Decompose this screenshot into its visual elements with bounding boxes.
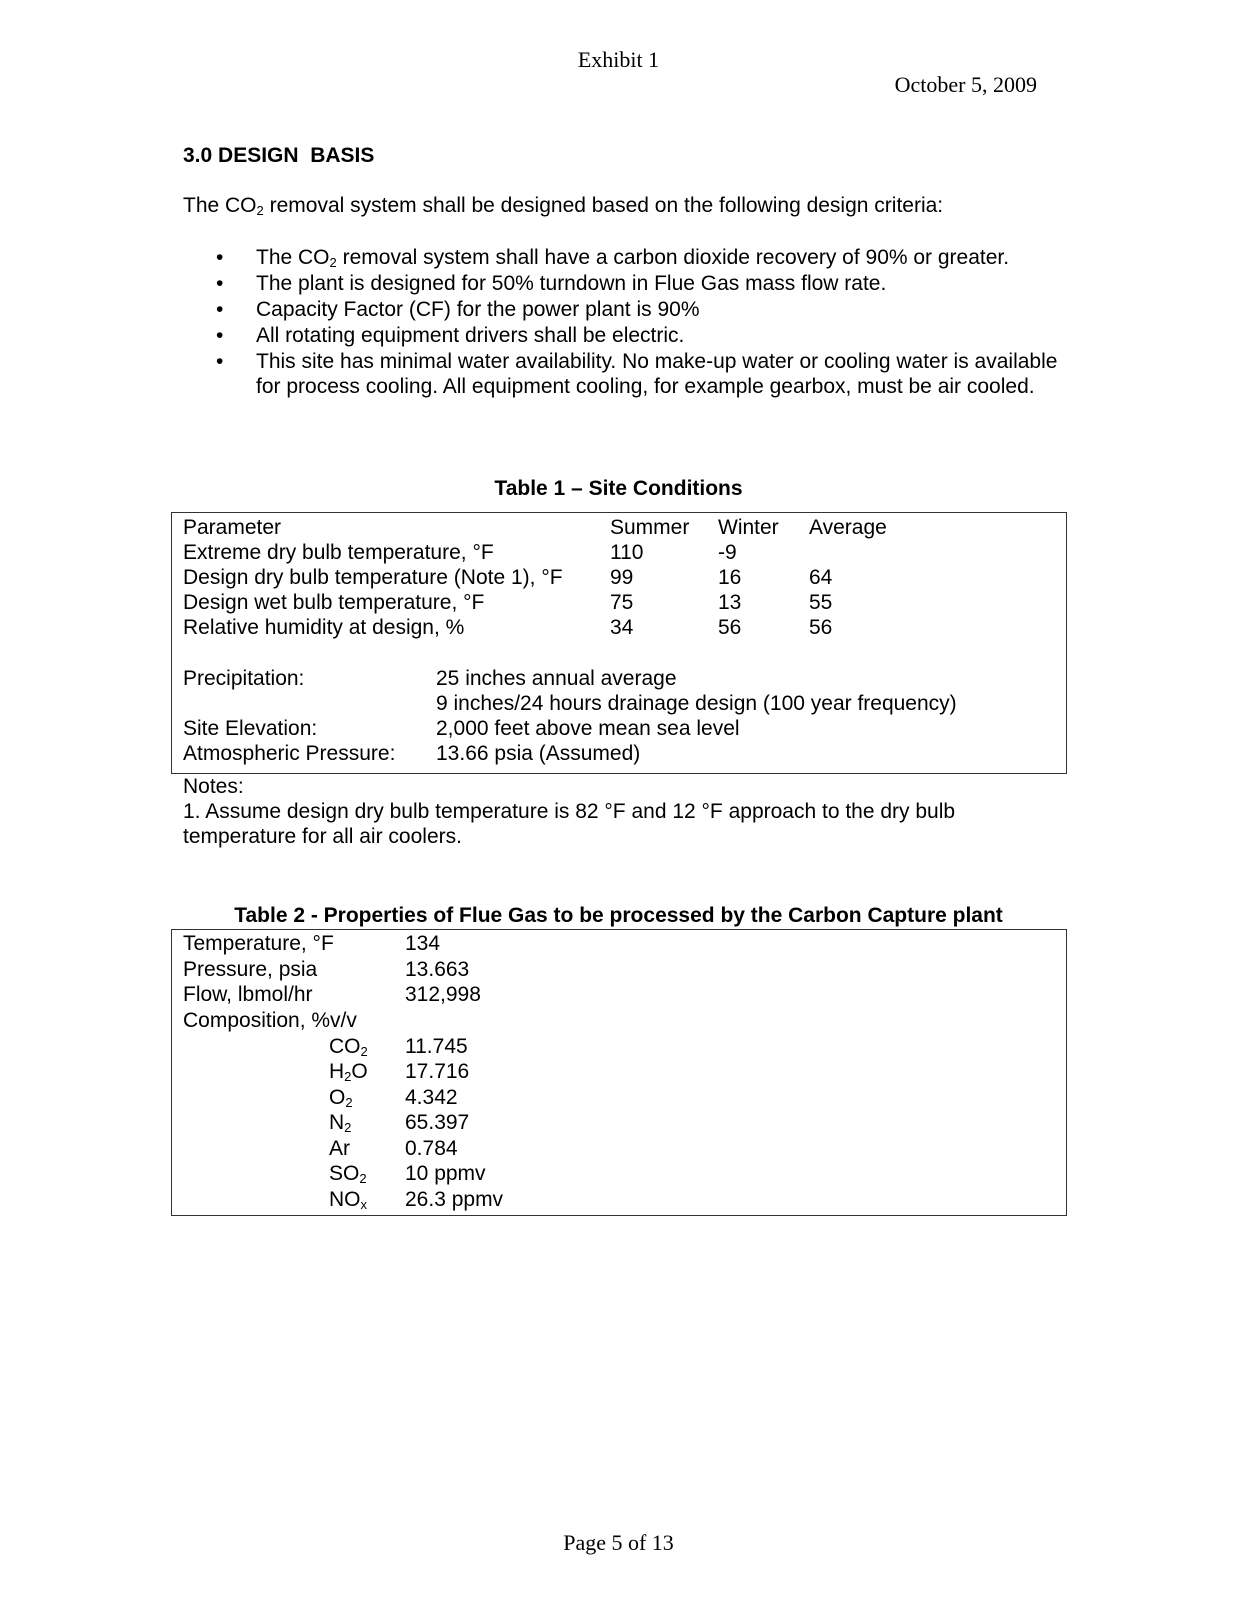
list-item	[183, 271, 1063, 296]
table-cell: 34	[610, 616, 634, 639]
table-cell: 64	[809, 566, 833, 589]
component-name: $NO_x$	[329, 1188, 367, 1212]
exhibit-label: Exhibit 1	[577, 47, 660, 72]
table-cell: Extreme dry bulb temperature, °F	[183, 541, 494, 564]
intro-text-before: The CO	[183, 194, 257, 217]
table-cell: 99	[610, 566, 634, 589]
property-value: 312,998	[405, 983, 481, 1006]
table-cell: 56	[718, 616, 742, 639]
component-name: $H_2O$	[329, 1060, 368, 1084]
note-1-line2: temperature for all air coolers.	[183, 825, 462, 848]
flue-gas-table	[171, 929, 1067, 1216]
component-value: 26.3 ppmv	[405, 1188, 504, 1211]
bullet-text: Capacity Factor (CF) for the power plant is 90%	[256, 298, 700, 321]
table-cell: 16	[718, 566, 742, 589]
table-cell: 110	[610, 541, 644, 564]
component-value: 0.784	[405, 1137, 458, 1160]
table-cell: Relative humidity at design, %	[183, 616, 465, 639]
table1-header-average: Average	[809, 516, 887, 539]
table-cell: Design wet bulb temperature, °F	[183, 591, 485, 614]
composition-label: Composition, %v/v	[183, 1009, 357, 1032]
site-info-value: 2,000 feet above mean sea level	[436, 717, 740, 740]
bullet-icon: •	[216, 350, 224, 373]
intro-paragraph	[183, 194, 943, 218]
component-value: 4.342	[405, 1086, 458, 1109]
table1-header-parameter: Parameter	[183, 516, 282, 539]
note-1-line1: 1. Assume design dry bulb temperature is 82 °F and 12 °F approach to the dry bulb	[183, 800, 956, 823]
table1-header-summer: Summer	[610, 516, 690, 539]
bullet-icon: •	[216, 324, 224, 347]
document-date: October 5, 2009	[894, 72, 1037, 97]
component-name: $N_2$	[329, 1111, 352, 1135]
site-info-label: Precipitation:	[183, 667, 305, 690]
intro-subscript: 2	[256, 203, 264, 218]
list-item	[183, 297, 1063, 322]
table-cell: 13	[718, 591, 742, 614]
site-info-value: 13.66 psia (Assumed)	[436, 742, 641, 765]
table1-caption: Table 1 – Site Conditions	[494, 477, 743, 500]
site-info-label: Atmospheric Pressure:	[183, 742, 396, 765]
component-value: 10 ppmv	[405, 1162, 486, 1185]
component-name: Ar	[329, 1137, 350, 1160]
property-value: 134	[405, 932, 441, 955]
component-name: $O_2$	[329, 1086, 353, 1110]
bullet-subscript: 2	[329, 255, 337, 270]
list-item	[183, 245, 1063, 270]
table-cell: Design dry bulb temperature (Note 1), °F	[183, 566, 563, 589]
notes-title: Notes:	[183, 775, 244, 798]
component-value: 65.397	[405, 1111, 470, 1134]
bullet-text-after: removal system shall have a carbon dioxide recovery of 90% or greater.	[336, 246, 1010, 269]
table-cell: 56	[809, 616, 833, 639]
table1-header-winter: Winter	[718, 516, 779, 539]
section-title: 3.0 DESIGN BASIS	[183, 144, 375, 167]
table-cell: 55	[809, 591, 833, 614]
property-label: Temperature, °F	[183, 932, 334, 955]
bullet-text: The plant is designed for 50% turndown in Flue Gas mass flow rate.	[256, 272, 887, 295]
bullet-text: All rotating equipment drivers shall be electric.	[256, 324, 685, 347]
component-value: 17.716	[405, 1060, 470, 1083]
site-conditions-table	[171, 512, 1067, 774]
list-item	[183, 349, 1063, 399]
site-info-value: 25 inches annual average	[436, 667, 677, 690]
site-info-value: 9 inches/24 hours drainage design (100 year frequency)	[436, 692, 957, 715]
page-number: Page 5 of 13	[563, 1530, 674, 1555]
property-label: Pressure, psia	[183, 958, 318, 981]
bullet-text: The CO	[256, 246, 330, 269]
site-info-label: Site Elevation:	[183, 717, 318, 740]
component-name: $SO_2$	[329, 1162, 367, 1186]
property-label: Flow, lbmol/hr	[183, 983, 313, 1006]
list-item	[183, 323, 1063, 348]
table-cell: 75	[610, 591, 634, 614]
design-criteria-list	[183, 245, 1063, 400]
component-name: $CO_2$	[329, 1035, 368, 1059]
component-value: 11.745	[405, 1035, 468, 1058]
bullet-icon: •	[216, 298, 224, 321]
table-cell: -9	[718, 541, 737, 564]
bullet-text: This site has minimal water availability. No make-up water or cooling water is available for process cooling. All equipment cooling, for example gearbox, must be air cooled.	[256, 350, 1058, 398]
intro-text-after: removal system shall be designed based on the following design criteria:	[263, 194, 944, 217]
table2-caption: Table 2 - Properties of Flue Gas to be processed by the Carbon Capture plant	[234, 904, 1003, 927]
bullet-icon: •	[216, 272, 224, 295]
bullet-icon: •	[216, 246, 224, 269]
property-value: 13.663	[405, 958, 470, 981]
